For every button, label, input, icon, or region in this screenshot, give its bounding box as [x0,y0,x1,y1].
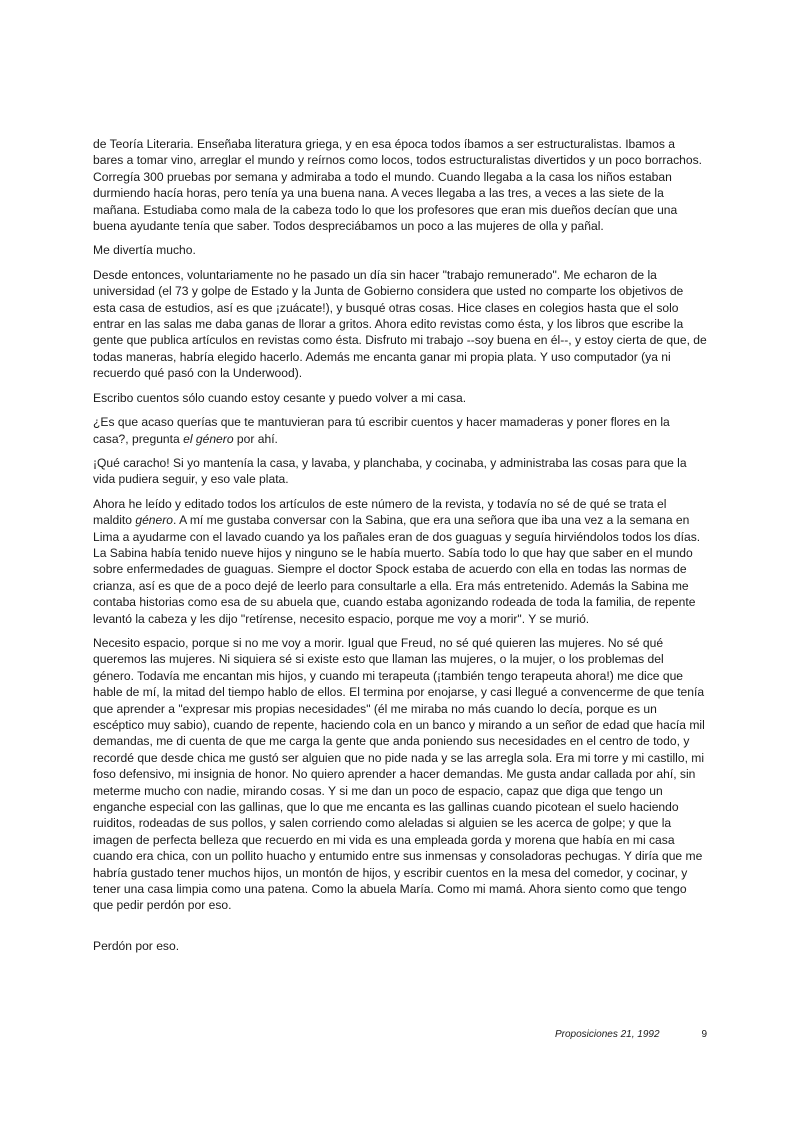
paragraph-text: Desde entonces, voluntariamente no he pasado un día sin hacer "trabajo remunerado". Me echaron de la universidad (el 73 y golpe de Estado y la Junta de Gobierno considera que usted no comparte los objetivos de esta casa de estudios, así es que ¡zuácate!), y busqué otras cosas. Hice clases en colegios hasta que el solo entrar en las salas me daba ganas de llorar a gritos. Ahora edito revistas como ésta, y los libros que escribe la gente que publica artículos en revistas como ésta. Disfruto mi trabajo --soy buena en él--, y estoy cierta de que, de todas maneras, habría elegido hacerlo. Además me encanta ganar mi propia plata. Y uso computador (ya ni recuerdo qué pasó con la Underwood). [93,267,707,381]
journal-citation: Proposiciones 21, 1992 [555,1029,660,1040]
paragraph-8 [93,635,707,914]
italic-term: el género [183,431,234,446]
page-number: 9 [701,1029,707,1040]
paragraph-text: ¿Es que acaso querías que te mantuvieran para tú escribir cuentos y hacer mamaderas y poner flores en la casa?, pregunta [93,415,670,446]
paragraph-text: Perdón por eso. [93,938,180,953]
paragraph-7 [93,496,707,627]
document-body [93,136,707,962]
paragraph-5 [93,414,707,447]
paragraph-text: Necesito espacio, porque si no me voy a morir. Igual que Freud, no sé qué quieren las mujeres. No sé qué queremos las mujeres. Ni siquiera sé si existe esto que llaman las mujeres, o la mujer, o los problemas del género. Todavía me encantan mis hijos, y cuando mi terapeuta (¡también tengo terapeuta ahora!) me dice que hable de mí, la mitad del tiempo hablo de ellos. El termina por enojarse, y casi llegué a convencerme de que tenía que aprender a "expresar mis propias necesidades" (él me miraba no más cuando lo decía, porque es un escéptico muy sabio), cuando de repente, haciendo cola en un banco y mirando a un señor de edad que hacía mil demandas, me di cuenta de que me carga la gente que anda poniendo sus necesidades en el centro de todo, y recordé que desde chica me gustó ser alguien que no pide nada y se las arregla sola. Era mi torre y mi castillo, mi foso defensivo, mi insignia de honor. No quiero aprender a hacer demandas. Me gusta andar callada por ahí, sin meterme mucho con nadie, mirando cosas. Y si me dan un poco de espacio, capaz que diga que tengo un enganche especial con las gallinas, que lo que me encanta es las gallinas cuando picotean el suelo haciendo ruiditos, rodeadas de sus pollos, y salen corriendo como aleladas si alguien se les acerca de golpe; y que la imagen de perfecta belleza que recuerdo en mi vida es una empleada gorda y morena que había en mi casa cuando era chica, con un pollito huacho y entumido entre sus inmensas y consoladoras pechugas. Y diría que me habría gustado tener muchos hijos, un montón de hijos, y escribir cuentos en la mesa del comedor, y cocinar, y tener una casa limpia como una patena. Como la abuela María. Como mi mamá. Ahora siento como que tengo que pedir perdón por eso. [93,635,705,913]
paragraph-text: . A mí me gustaba conversar con la Sabina, que era una señora que iba una vez a la semana en Lima a ayudarme con el lavado cuando ya los pañales eran de dos guaguas y seguía hirviéndolos todos los días. La Sabina había tenido nueve hijos y ninguno se le había muerto. Sabía todo lo que hay que saber en el mundo sobre enfermedades de guaguas. Siempre el doctor Spock estaba de acuerdo con ella en todas las normas de crianza, así es que de a poco dejé de leerlo para consultarle a ella. Era más entretenido. Además la Sabina me contaba historias como esa de su abuela que, cuando estaba agonizando rodeada de toda la familia, de repente levantó la cabeza y les dijo "retírense, necesito espacio, porque me voy a morir". Y se murió. [93,513,701,626]
paragraph-2 [93,242,707,258]
paragraph-text: Me divertía mucho. [93,243,196,258]
paragraph-text: Ahora he leído y editado todos los artículos de este número de la revista, y todavía no sé de qué se trata el maldito [93,496,667,528]
paragraph-text: por ahí. [233,431,278,446]
paragraph-1 [93,136,707,234]
paragraph-text: Escribo cuentos sólo cuando estoy cesante y puedo volver a mi casa. [93,390,467,405]
paragraph-text: de Teoría Literaria. Enseñaba literatura griega, y en esa época todos íbamos a ser estructuralistas. Ibamos a bares a tomar vino, arreglar el mundo y reírnos como locos, todos estructuralistas divertidos y un poco borrachos. Corregía 300 pruebas por semana y admiraba a todo el mundo. Cuando llegaba a la casa los niños estaban durmiendo hacía horas, pero tenía ya una buena nana. A veces llegaba a las tres, a veces a las siete de la mañana. Estudiaba como mala de la cabeza todo lo que los profesores que eran mis dueños decían que una buena ayudante tenía que saber. Todos despreciábamos un poco a las mujeres de olla y pañal. [93,137,703,234]
paragraph-9 [93,938,707,954]
paragraph-4 [93,390,707,406]
paragraph-text: ¡Qué caracho! Si yo mantenía la casa, y lavaba, y planchaba, y cocinaba, y administraba las cosas para que la vida pudiera seguir, y eso vale plata. [93,455,687,487]
paragraph-6 [93,455,707,488]
paragraph-3 [93,267,707,382]
italic-term: género [135,513,174,528]
